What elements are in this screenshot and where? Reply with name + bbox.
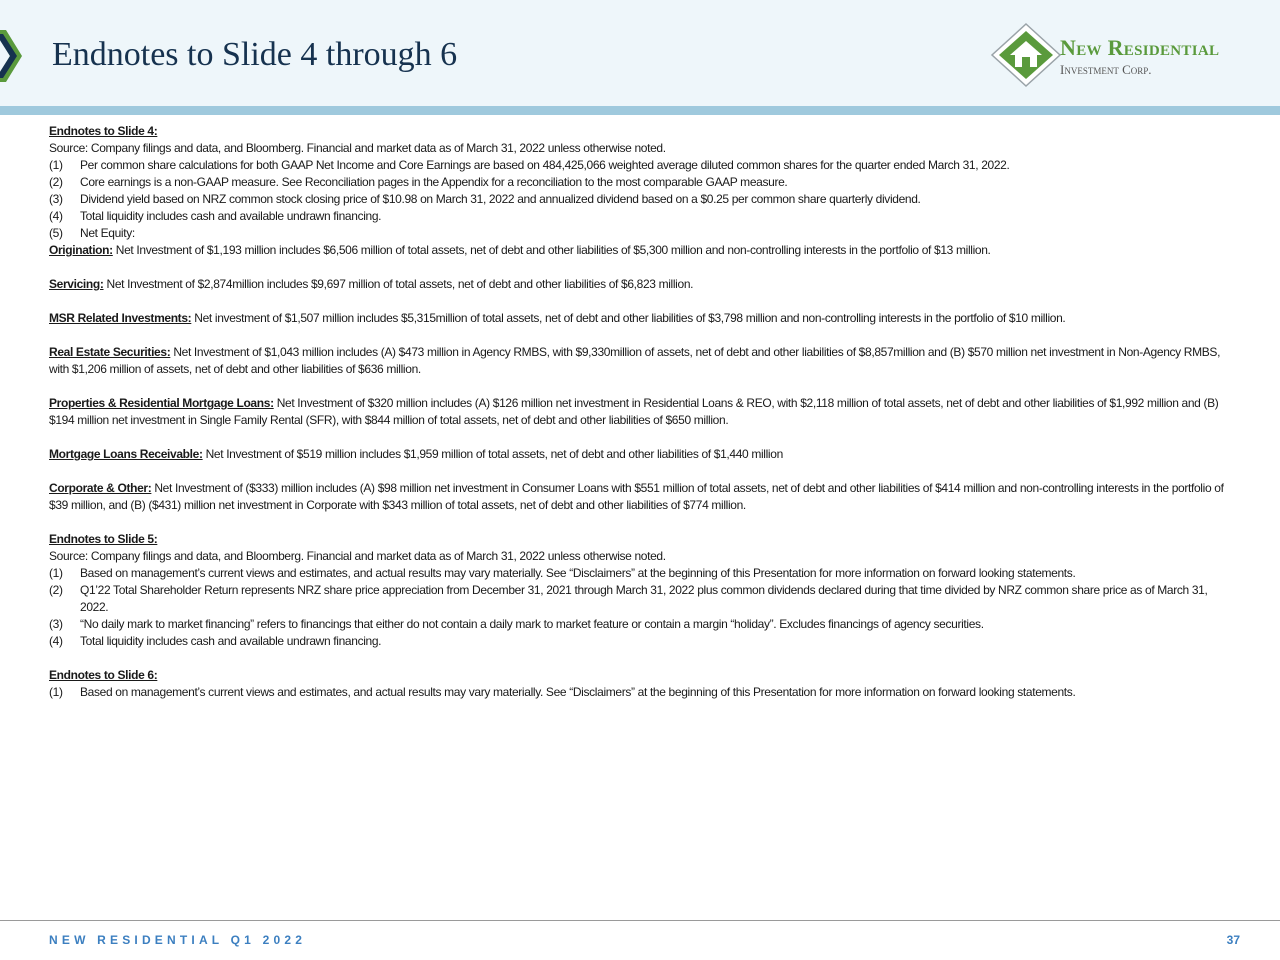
note-number: (3) (49, 617, 63, 631)
segment-text: Net Investment of $519 million includes $1,959 million of total assets, net of debt and other liabilities of $1,440 million (202, 447, 783, 461)
note-number: (4) (49, 634, 63, 648)
numbered-note (49, 582, 1224, 616)
header-band (0, 106, 1280, 115)
note-number: (5) (49, 226, 63, 240)
section-heading-slide6: Endnotes to Slide 6: (49, 668, 158, 682)
segment-label: Mortgage Loans Receivable: (49, 447, 203, 461)
segment-servicing (49, 276, 1224, 293)
note-text: Dividend yield based on NRZ common stock closing price of $10.98 on March 31, 2022 and annualized dividend based on a $0.25 per common share quarterly dividend. (80, 192, 921, 206)
note-text: Q1’22 Total Shareholder Return represents NRZ share price appreciation from December 31, 2021 through March 31, 2022 plus common dividends declared during that time divided by NRZ common share price as of March 31, 2022. (80, 583, 1208, 614)
endnotes-body (49, 123, 1224, 701)
numbered-note (49, 225, 1224, 242)
note-text: Per common share calculations for both GAAP Net Income and Core Earnings are based on 484,425,066 weighted average diluted common shares for the quarter ended March 31, 2022. (80, 158, 1010, 172)
spacer (49, 259, 1224, 276)
spacer (49, 293, 1224, 310)
numbered-note (49, 174, 1224, 191)
numbered-note (49, 684, 1224, 701)
segment-msr (49, 310, 1224, 327)
spacer (49, 650, 1224, 667)
note-number: (2) (49, 175, 63, 189)
note-number: (3) (49, 192, 63, 206)
footer-divider (0, 920, 1280, 921)
page-number: 37 (1226, 933, 1240, 947)
note-number: (1) (49, 566, 63, 580)
segment-label: Corporate & Other: (49, 481, 152, 495)
segment-label: Servicing: (49, 277, 104, 291)
numbered-note (49, 633, 1224, 650)
source-note: Source: Company filings and data, and Bloomberg. Financial and market data as of March 31, 2022 unless otherwise noted. (49, 549, 666, 563)
numbered-note (49, 208, 1224, 225)
segment-label: MSR Related Investments: (49, 311, 192, 325)
segment-label: Properties & Residential Mortgage Loans: (49, 396, 274, 410)
segment-text: Net Investment of $1,193 million includes $6,506 million of total assets, net of debt and other liabilities of $5,300 million and non-controlling interests in the portfolio of $13 million. (112, 243, 991, 257)
spacer (49, 463, 1224, 480)
segment-label: Real Estate Securities: (49, 345, 171, 359)
note-text: Based on management’s current views and estimates, and actual results may vary materially. See “Disclaimers” at the beginning of this Presentation for more information on forward looking statements. (80, 566, 1076, 580)
chevron-right-icon (0, 30, 22, 82)
numbered-note (49, 157, 1224, 174)
segment-text: Net Investment of $1,043 million includes (A) $473 million in Agency RMBS, with $9,330million of assets, net of debt and other liabilities of $8,857million and (B) $570 million net investment in Non-Agency RMBS, with $1,206 million of assets, net of debt and other liabilities of $636 million. (49, 345, 1221, 376)
note-text: Net Equity: (80, 226, 135, 240)
source-note: Source: Company filings and data, and Bloomberg. Financial and market data as of March 31, 2022 unless otherwise noted. (49, 141, 666, 155)
segment-text: Net Investment of $320 million includes (A) $126 million net investment in Residential Loans & REO, with $2,118 million of total assets, net of debt and other liabilities of $1,992 million and (B) $194 million net investment in Single Family Rental (SFR), with $844 million of total assets, net of debt and other liabilities of $650 million. (49, 396, 1219, 427)
footer-label: NEW RESIDENTIAL Q1 2022 (49, 933, 307, 947)
segment-real-estate-securities (49, 344, 1224, 378)
page-title: Endnotes to Slide 4 through 6 (52, 36, 458, 73)
note-number: (1) (49, 685, 63, 699)
segment-corporate-other (49, 480, 1224, 514)
logo-company-subtitle: Investment Corp. (1060, 62, 1152, 77)
segment-mortgage-loans-receivable (49, 446, 1224, 463)
segment-text: Net investment of $1,507 million includes $5,315million of total assets, net of debt and other liabilities of $3,798 million and non-controlling interests in the portfolio of $10 million. (191, 311, 1066, 325)
numbered-note (49, 565, 1224, 582)
segment-properties-loans (49, 395, 1224, 429)
house-diamond-icon (990, 22, 1062, 88)
note-text: Based on management’s current views and estimates, and actual results may vary materially. See “Disclaimers” at the beginning of this Presentation for more information on forward looking statements. (80, 685, 1076, 699)
note-text: Total liquidity includes cash and available undrawn financing. (80, 209, 382, 223)
spacer (49, 514, 1224, 531)
logo-company-name: New Residential (1060, 35, 1220, 60)
note-number: (4) (49, 209, 63, 223)
spacer (49, 378, 1224, 395)
note-text: Total liquidity includes cash and available undrawn financing. (80, 634, 382, 648)
section-heading-slide4: Endnotes to Slide 4: (49, 124, 158, 138)
spacer (49, 327, 1224, 344)
note-text: “No daily mark to market financing” refers to financings that either do not contain a daily mark to market feature or contain a margin “holiday”. Excludes financings of agency securities. (80, 617, 984, 631)
company-logo (990, 22, 1250, 88)
segment-origination (49, 242, 1224, 259)
numbered-note (49, 191, 1224, 208)
header-background (0, 0, 1280, 106)
section-heading-slide5: Endnotes to Slide 5: (49, 532, 158, 546)
segment-text: Net Investment of $2,874million includes $9,697 million of total assets, net of debt and other liabilities of $6,823 million. (103, 277, 694, 291)
note-number: (1) (49, 158, 63, 172)
numbered-note (49, 616, 1224, 633)
note-number: (2) (49, 583, 63, 597)
note-text: Core earnings is a non-GAAP measure. See Reconciliation pages in the Appendix for a reconciliation to the most comparable GAAP measure. (80, 175, 788, 189)
segment-label: Origination: (49, 243, 113, 257)
segment-text: Net Investment of ($333) million includes (A) $98 million net investment in Consumer Loans with $551 million of total assets, net of debt and other liabilities of $414 million and non-controlling interests in the portfolio of $39 million, and (B) ($431) million net investment in Corporate with $343 million of total assets, net of debt and other liabilities of $774 million. (49, 481, 1224, 512)
spacer (49, 429, 1224, 446)
